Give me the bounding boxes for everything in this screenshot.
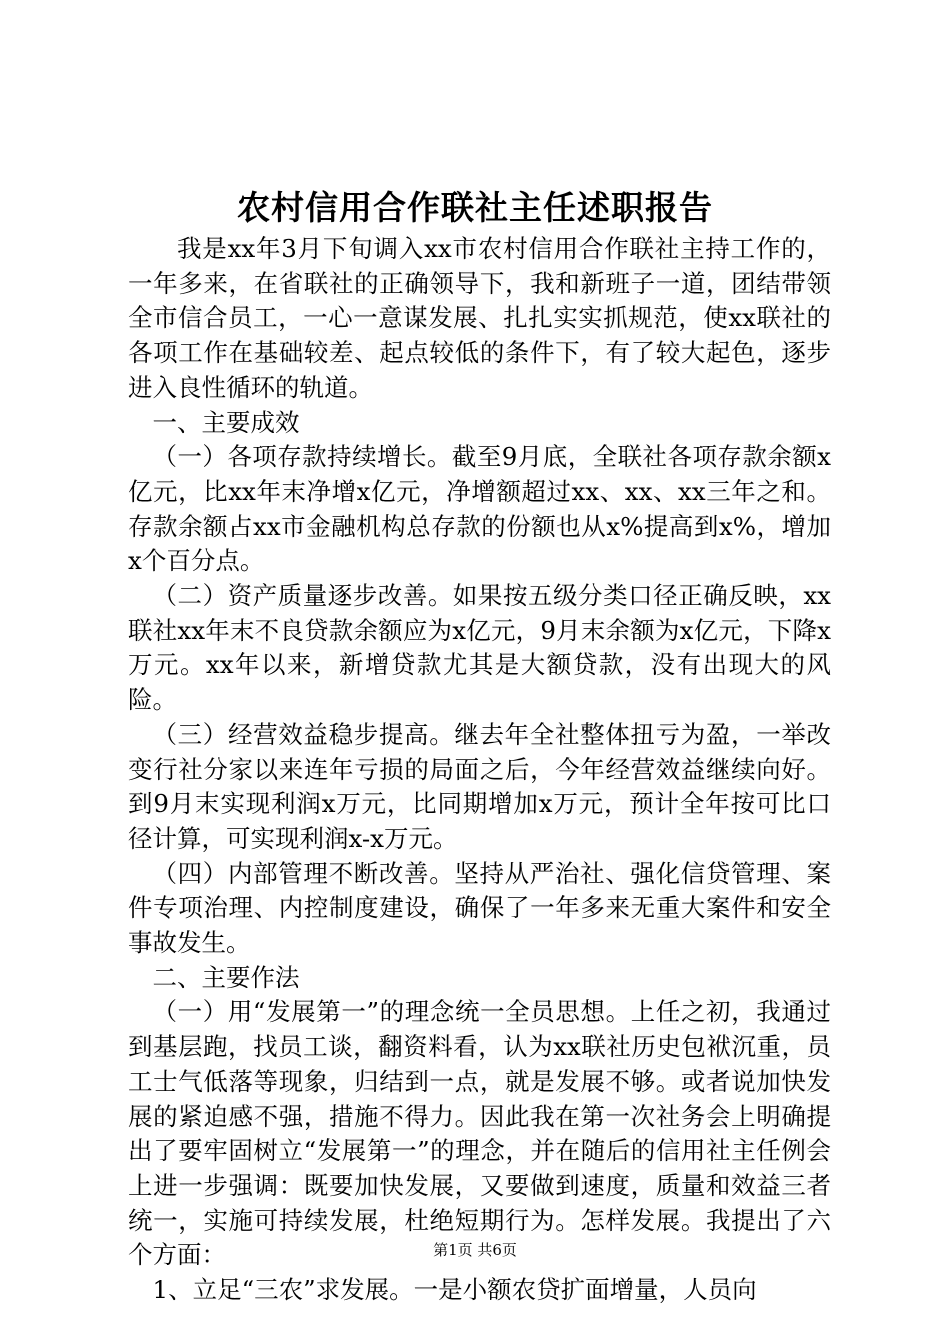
section-heading-achievements: 一、主要成效 — [152, 407, 300, 437]
document-title: 农村信用合作联社主任述职报告 — [237, 188, 713, 227]
paragraph-efficiency: （三）经营效益稳步提高。继去年全社整体扭亏为盈，一举改变行社分家以来连年亏损的局面之后，今年经营效益继续向好。到9月末实现利润x万元，比同期增加x万元，预计全年按可比口径计算，可实现利润x-x万元。 — [128, 719, 831, 853]
paragraph-intro: 我是xx年3月下旬调入xx市农村信用合作联社主持工作的，一年多来，在省联社的正确领导下，我和新班子一道，团结带领全市信合员工，一心一意谋发展、扎扎实实抓规范，使xx联社的各项工作在基础较差、起点较低的条件下，有了较大起色，逐步进入良性循环的轨道。 — [128, 234, 831, 402]
paragraph-item-1: 1、立足“三农”求发展。一是小额农贷扩面增量，人员向 — [152, 1275, 757, 1305]
paragraph-deposits: （一）各项存款持续增长。截至9月底，全联社各项存款余额x亿元，比xx年末净增x亿元，净增额超过xx、xx、xx三年之和。存款余额占xx市金融机构总存款的份额也从x%提高到x%，增加x个百分点。 — [128, 442, 831, 576]
paragraph-management: （四）内部管理不断改善。坚持从严治社、强化信贷管理、案件专项治理、内控制度建设，确保了一年多来无重大案件和安全事故发生。 — [128, 858, 831, 958]
document-body — [128, 232, 831, 1308]
paragraph-development-first: （一）用“发展第一”的理念统一全员思想。上任之初，我通过到基层跑，找员工谈，翻资料看，认为xx联社历史包袱沉重，员工士气低落等现象，归结到一点，就是发展不够。或者说加快发展的紧迫感不强，措施不得力。因此我在第一次社务会上明确提出了要牢固树立“发展第一”的理念，并在随后的信用社主任例会上进一步强调：既要加快发展，又要做到速度，质量和效益三者统一，实施可持续发展，杜绝短期行为。怎样发展。我提出了六个方面： — [128, 997, 831, 1270]
paragraph-asset-quality: （二）资产质量逐步改善。如果按五级分类口径正确反映，xx联社xx年末不良贷款余额应为x亿元，9月末余额为x亿元，下降x万元。xx年以来，新增贷款尤其是大额贷款，没有出现大的风险。 — [128, 581, 831, 715]
page-footer: 第1页 共6页 — [433, 1241, 517, 1259]
section-heading-methods: 二、主要作法 — [152, 962, 300, 992]
